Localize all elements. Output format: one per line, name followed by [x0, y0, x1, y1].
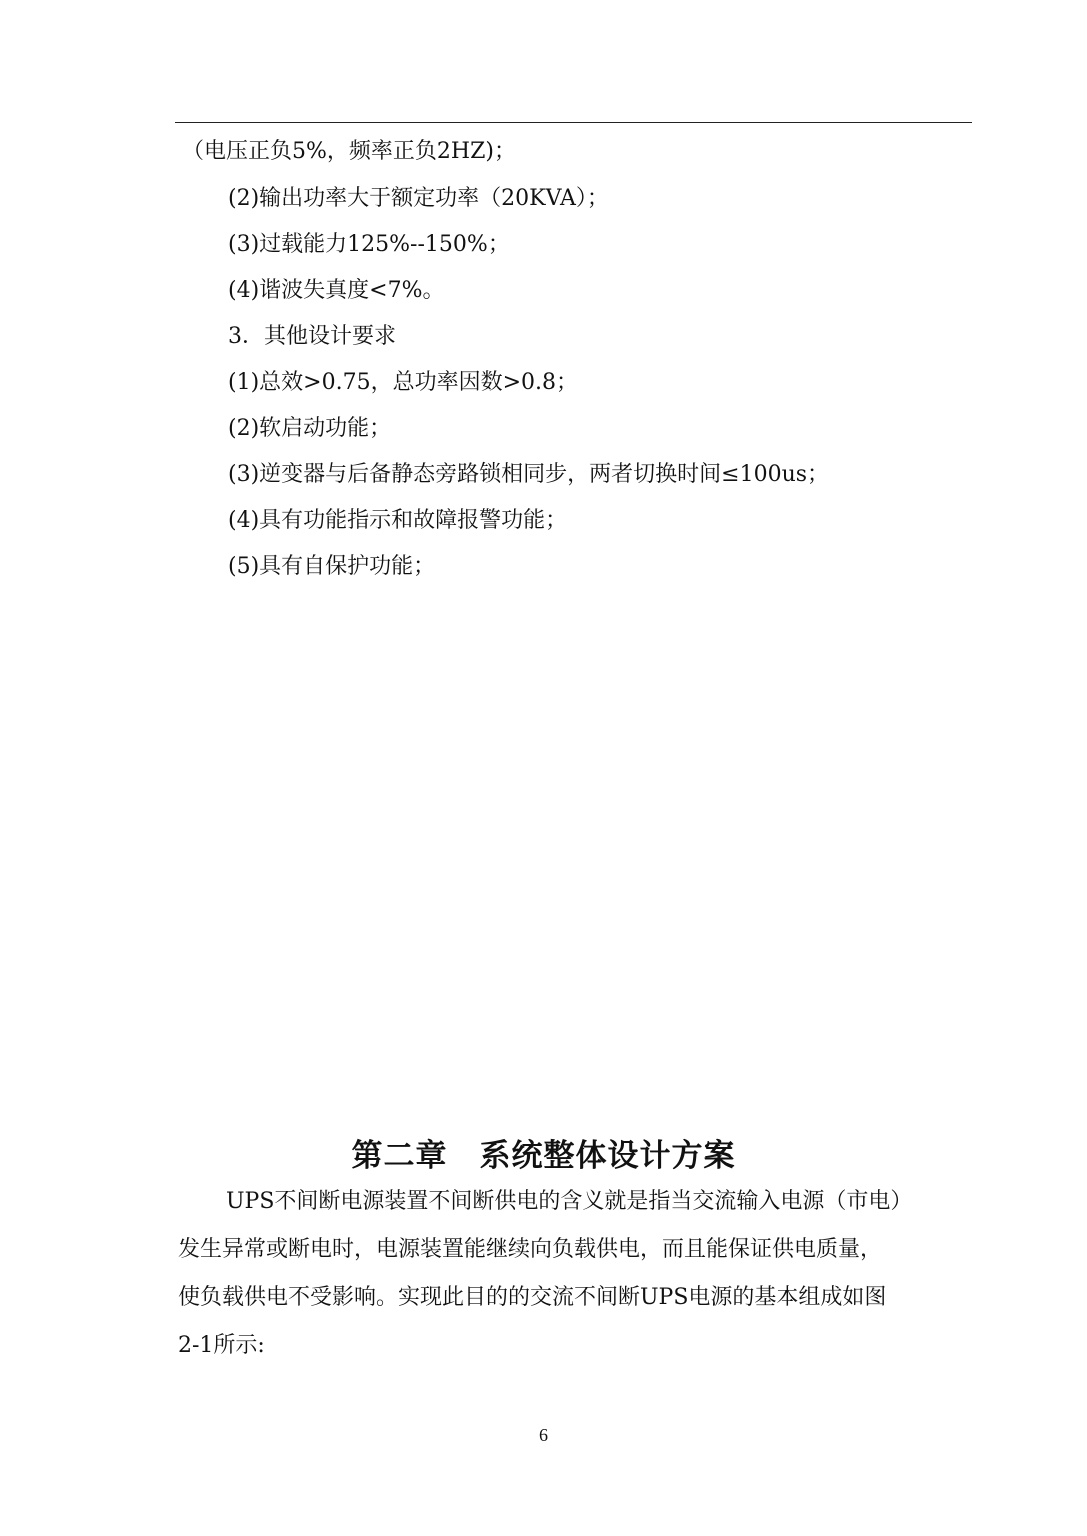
page-number: 6 — [539, 1425, 548, 1445]
list-item: (1)总效>0.75，总功率因数>0.8； — [228, 370, 579, 395]
section-heading: 3．其他设计要求 — [228, 324, 396, 349]
paragraph-line: 2-1所示: — [178, 1333, 265, 1358]
chapter-title: 第二章 系统整体设计方案 — [351, 1138, 736, 1174]
header-rule — [175, 122, 972, 123]
paragraph-line: 发生异常或断电时，电源装置能继续向负载供电，而且能保证供电质量， — [178, 1237, 883, 1262]
list-item: (3)过载能力125%--150%； — [228, 232, 510, 257]
list-item: (2)输出功率大于额定功率（20KVA）； — [228, 186, 609, 211]
paragraph-line: 使负载供电不受影响。实现此目的的交流不间断UPS电源的基本组成如图 — [178, 1285, 887, 1310]
list-item: (4)具有功能指示和故障报警功能； — [228, 508, 568, 533]
continuation-line: （电压正负5%，频率正负2HZ)； — [182, 139, 516, 164]
list-item: (4)谐波失真度<7%。 — [228, 278, 445, 303]
list-item: (5)具有自保护功能； — [228, 554, 436, 579]
paragraph-line: UPS不间断电源装置不间断供电的含义就是指当交流输入电源（市电） — [226, 1189, 913, 1214]
list-item: (2)软启动功能； — [228, 416, 392, 441]
list-item: (3)逆变器与后备静态旁路锁相同步，两者切换时间≤100us； — [228, 462, 830, 487]
